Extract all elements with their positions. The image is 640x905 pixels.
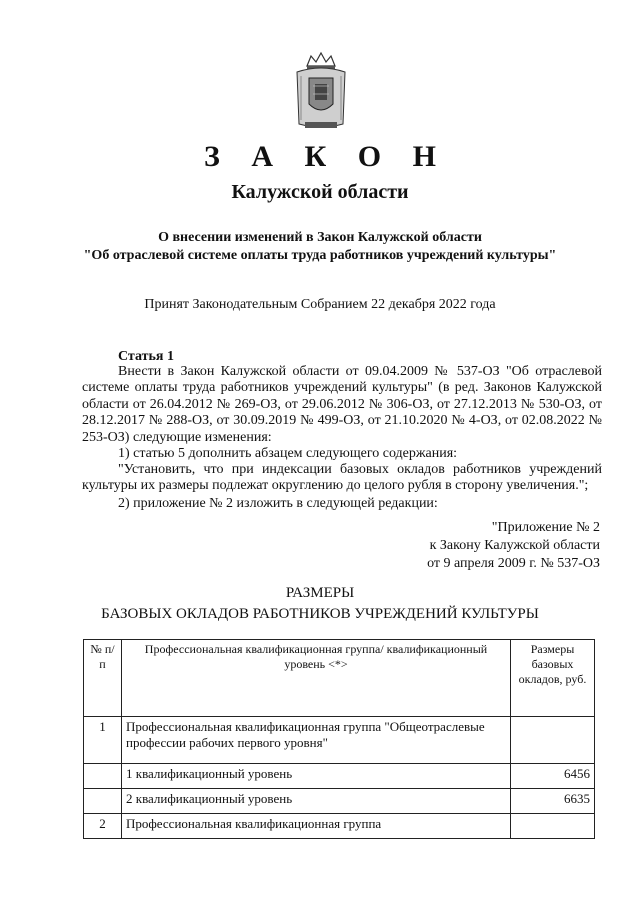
subtitle-line-1: О внесении изменений в Закон Калужской области bbox=[158, 230, 482, 245]
header-num: № п/п bbox=[84, 640, 122, 717]
table-header-row bbox=[84, 640, 595, 717]
law-title: З А К О Н bbox=[204, 140, 448, 173]
article-item-1-quote: "Установить, что при индексации базовых окладов работников учреждений культуры их размеры подлежат округлению до целого рубля в сторону увеличения."; bbox=[82, 462, 602, 494]
adoption-date: Принят Законодательным Собранием 22 декабря 2022 года bbox=[144, 297, 496, 312]
article-item-2: 2) приложение № 2 изложить в следующей редакции: bbox=[118, 496, 438, 511]
appendix-line-1: "Приложение № 2 bbox=[491, 520, 600, 535]
row-name: Профессиональная квалификационная группа bbox=[122, 814, 511, 839]
region-title: Калужской области bbox=[231, 181, 409, 203]
article-title: Статья 1 bbox=[118, 349, 174, 364]
salary-table bbox=[83, 639, 595, 839]
row-num: 2 bbox=[84, 814, 122, 839]
table-row bbox=[84, 814, 595, 839]
appendix-line-3: от 9 апреля 2009 г. № 537-ОЗ bbox=[427, 556, 600, 571]
row-num: 1 bbox=[84, 717, 122, 764]
row-name: 1 квалификационный уровень bbox=[122, 764, 511, 789]
table-row bbox=[84, 764, 595, 789]
article-paragraph-1: Внести в Закон Калужской области от 09.04.2009 № 537-ОЗ "Об отраслевой системе оплаты труда работников учреждений культуры" (в ред. Законов Калужской области от 26.04.2012 № 269-ОЗ, от 29.06.2012 № 306-ОЗ, от 27.12.2013 № 530-ОЗ, от 28.12.2017 № 288-ОЗ, от 30.09.2019 № 499-ОЗ, от 21.10.2020 № 4-ОЗ, от 02.08.2022 № 253-ОЗ) следующие изменения: bbox=[82, 364, 602, 445]
row-name: Профессиональная квалификационная группа "Общеотраслевые профессии рабочих первого уровня" bbox=[122, 717, 511, 764]
header-name: Профессиональная квалификационная группа/ квалификационный уровень <*> bbox=[122, 640, 511, 717]
table-title-line-1: РАЗМЕРЫ bbox=[285, 585, 355, 601]
row-value: 6635 bbox=[511, 789, 595, 814]
row-num bbox=[84, 789, 122, 814]
appendix-line-2: к Закону Калужской области bbox=[429, 538, 600, 553]
row-name: 2 квалификационный уровень bbox=[122, 789, 511, 814]
table-row bbox=[84, 717, 595, 764]
row-value: 6456 bbox=[511, 764, 595, 789]
row-value bbox=[511, 717, 595, 764]
row-value bbox=[511, 814, 595, 839]
row-num bbox=[84, 764, 122, 789]
kaluga-coat-of-arms-icon bbox=[293, 50, 349, 132]
header-value: Размеры базовых окладов, руб. bbox=[511, 640, 595, 717]
table-title-line-2: БАЗОВЫХ ОКЛАДОВ РАБОТНИКОВ УЧРЕЖДЕНИЙ КУЛЬТУРЫ bbox=[101, 606, 539, 622]
article-item-1: 1) статью 5 дополнить абзацем следующего содержания: bbox=[118, 446, 458, 461]
table-row bbox=[84, 789, 595, 814]
subtitle-line-2: "Об отраслевой системе оплаты труда работников учреждений культуры" bbox=[83, 248, 557, 263]
